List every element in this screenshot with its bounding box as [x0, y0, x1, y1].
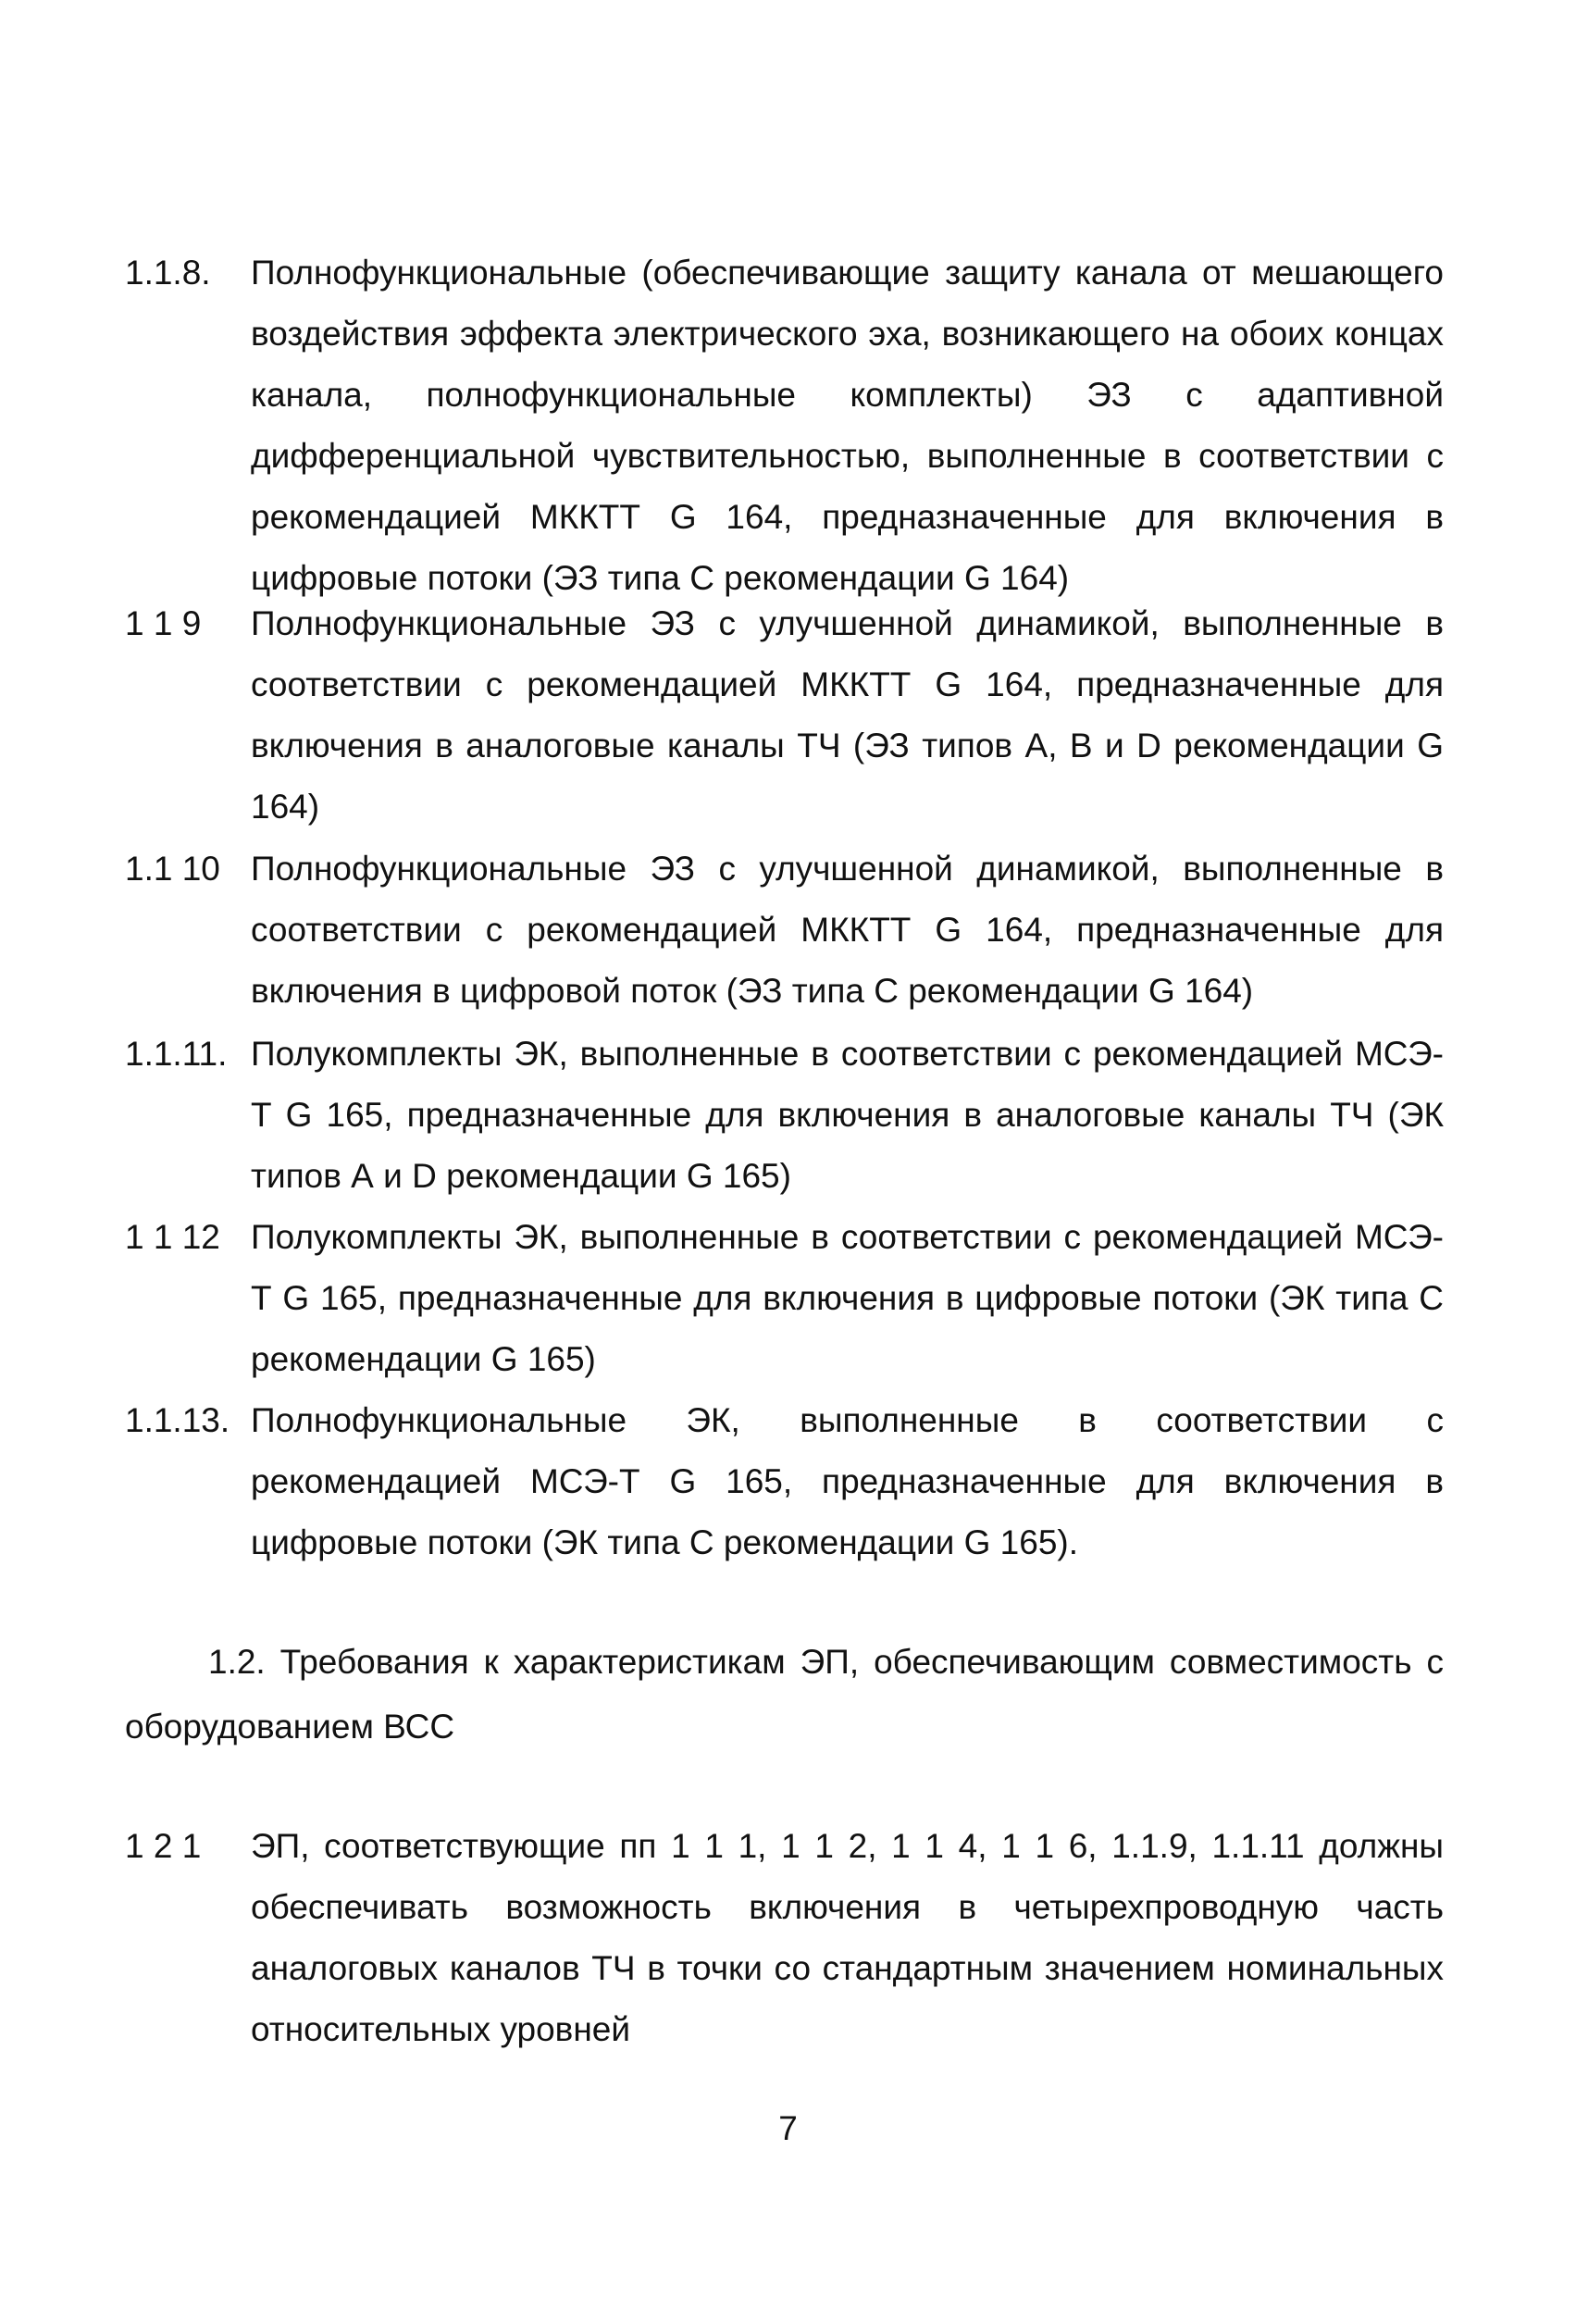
clause-text: Полукомплекты ЭК, выполненные в соответствии с рекомендацией МСЭ-Т G 165, предназначенные для включения в аналоговые каналы ТЧ (ЭК типов А и D рекомендации G 165): [251, 1035, 1444, 1195]
clause-text: ЭП, соответствующие пп 1 1 1, 1 1 2, 1 1 4, 1 1 6, 1.1.9, 1.1.11 должны обеспечивать возможность включения в четырехпроводную часть аналоговых каналов ТЧ в точки со стандартным значением номинальных относительных уровней: [251, 1827, 1444, 2048]
section-heading-1-2: 1.2. Требования к характеристикам ЭП, обеспечивающим совместимость с оборудованием ВСС: [125, 1643, 1444, 1746]
page-number: 7: [778, 2109, 798, 2147]
clause-number: 1.1 10: [125, 850, 220, 888]
clause-number: 1.1.8.: [125, 254, 211, 292]
clause-text: Полнофункциональные ЭЗ с улучшенной динамикой, выполненные в соответствии с рекомендацией МККТТ G 164, предназначенные для включения в аналоговые каналы ТЧ (ЭЗ типов А, В и D рекомендации G 164): [251, 604, 1444, 826]
clause-text: Полнофункциональные ЭК, выполненные в соответствии с рекомендацией МСЭ-Т G 165, предназначенные для включения в цифровые потоки (ЭК типа С рекомендации G 165).: [251, 1401, 1444, 1561]
clause-number: 1 1 12: [125, 1218, 220, 1256]
clause-number: 1 1 9: [125, 604, 202, 642]
clause-text: Полукомплекты ЭК, выполненные в соответствии с рекомендацией МСЭ-Т G 165, предназначенные для включения в цифровые потоки (ЭК типа С рекомендации G 165): [251, 1218, 1444, 1378]
clause-text: Полнофункциональные ЭЗ с улучшенной динамикой, выполненные в соответствии с рекомендацией МККТТ G 164, предназначенные для включения в цифровой поток (ЭЗ типа С рекомендации G 164): [251, 850, 1444, 1010]
clause-number: 1.1.11.: [125, 1035, 228, 1073]
clause-text: Полнофункциональные (обеспечивающие защиту канала от мешающего воздействия эффекта электрического эха, возникающего на обоих концах канала, полнофункциональные комплекты) ЭЗ с адаптивной дифференциальной чувствительностью, выполненные в соответствии с рекомендацией МККТТ G 164, предназначенные для включения в цифровые потоки (ЭЗ типа С рекомендации G 164): [251, 254, 1444, 597]
clause-number: 1.1.13.: [125, 1401, 230, 1439]
clause-number: 1 2 1: [125, 1827, 202, 1865]
